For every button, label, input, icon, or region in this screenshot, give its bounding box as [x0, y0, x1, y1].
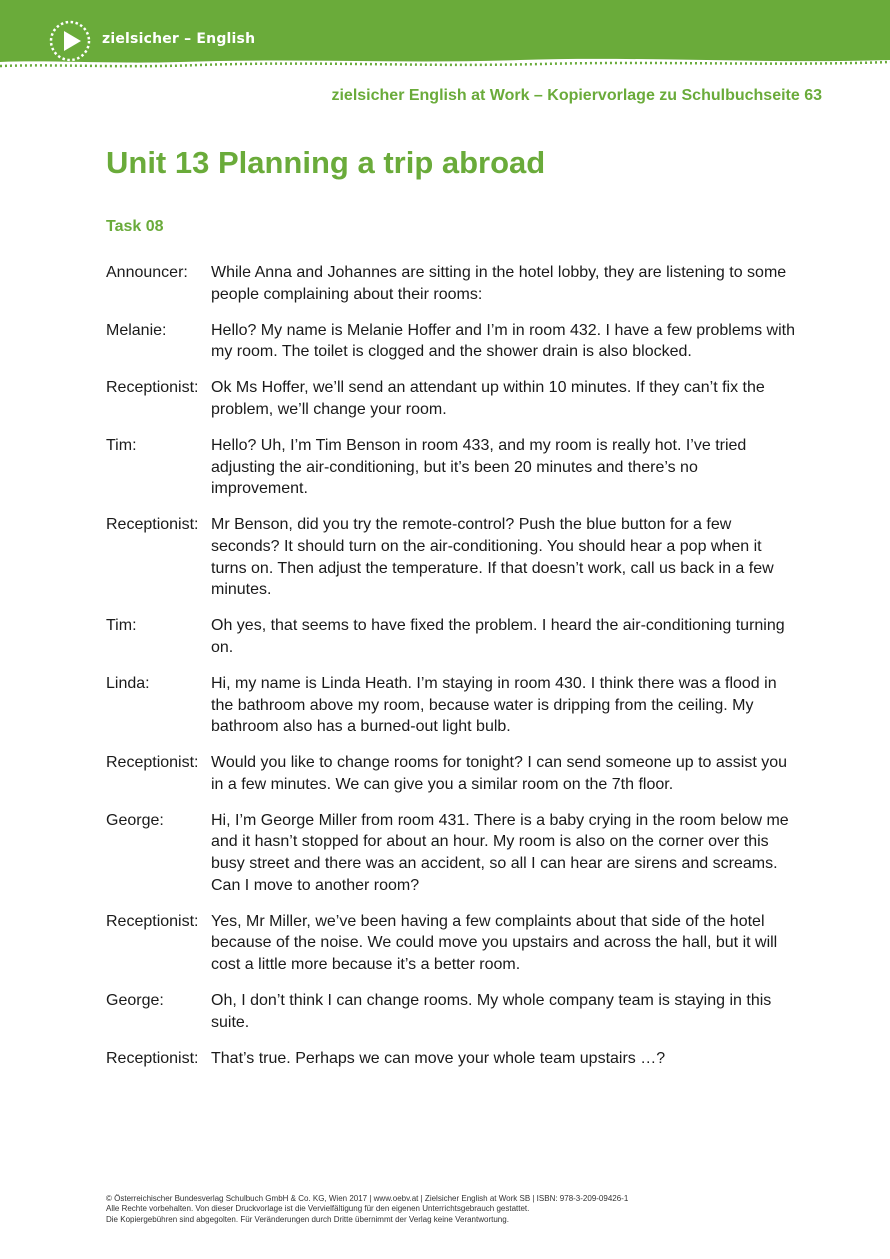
speaker-line: While Anna and Johannes are sitting in the hotel lobby, they are listening to some people complaining about their rooms: [211, 264, 787, 303]
speaker-line: Would you like to change rooms for tonight? I can send someone up to assist you in a few minutes. We can give you a similar room on the 7th floor. [211, 754, 788, 793]
footer-line: © Österreichischer Bundesverlag Schulbuch GmbH & Co. KG, Wien 2017 | www.oebv.at | Zielsicher English at Work SB | ISBN: 978-3-209-09426-1 [106, 1194, 629, 1203]
speaker-name: Receptionist: [106, 516, 199, 534]
speaker-name: Linda: [106, 674, 150, 692]
speaker-name: George: [106, 992, 164, 1010]
dialogue-turn [106, 1048, 796, 1070]
speaker-line: Hello? My name is Melanie Hoffer and I’m in room 432. I have a few problems with my room. The toilet is clogged and the shower drain is also blocked. [211, 321, 795, 361]
speaker-line: Oh, I don’t think I can change rooms. My whole company team is staying in this suite. [211, 992, 772, 1031]
speaker-name: Receptionist: [106, 1049, 199, 1067]
speaker-name: Receptionist: [106, 379, 199, 397]
dialogue-turn [106, 514, 796, 600]
footer-line: Die Kopiergebühren sind abgegolten. Für Veränderungen durch Dritte übernimmt der Verlag keine Verantwortung. [106, 1214, 509, 1224]
dialogue-transcript [106, 262, 796, 1084]
speaker-name: Announcer: [106, 264, 188, 281]
speaker-name: Tim: [106, 437, 137, 455]
speaker-line: Hi, my name is Linda Heath. I’m staying in room 430. I think there was a flood in the bathroom above my room, because water is dripping from the ceiling. My bathroom also has a burned-out light bulb. [211, 674, 777, 736]
dialogue-turn [106, 262, 796, 305]
speaker-line: Hi, I’m George Miller from room 431. There is a baby crying in the room below me and it hasn’t stopped for about an hour. My room is also on the corner over this busy street and there was an accident, so all I can hear are sirens and screams. Can I move to another room? [211, 811, 789, 894]
speaker-line: Yes, Mr Miller, we’ve been having a few complaints about that side of the hotel because of the noise. We could move you upstairs and across the hall, but it will cost a little more because it’s a better room. [211, 912, 778, 973]
dialogue-turn [106, 990, 796, 1033]
speaker-name: Melanie: [106, 321, 167, 339]
speaker-name: Receptionist: [106, 912, 199, 930]
dialogue-turn [106, 911, 796, 976]
dialogue-turn [106, 615, 796, 658]
dialogue-turn [106, 752, 796, 795]
speaker-name: Receptionist: [106, 754, 199, 772]
dialogue-turn [106, 320, 796, 363]
footer-line: Alle Rechte vorbehalten. Von dieser Druckvorlage ist die Vervielfältigung für den eigenen Unterrichtsgebrauch gestattet. [106, 1204, 530, 1214]
speaker-line: Mr Benson, did you try the remote-control? Push the blue button for a few seconds? It should turn on the air-conditioning. You should hear a pop when it turns on. Then adjust the temperature. If that doesn’t work, call us back in a few minutes. [211, 516, 774, 599]
speaker-line: That’s true. Perhaps we can move your whole team upstairs …? [211, 1049, 666, 1067]
dialogue-turn [106, 673, 796, 738]
speaker-line: Oh yes, that seems to have fixed the problem. I heard the air-conditioning turning on. [211, 617, 785, 656]
dialogue-turn [106, 435, 796, 500]
unit-title: Unit 13 Planning a trip abroad [106, 145, 546, 180]
task-label: Task 08 [106, 218, 164, 235]
copyright-footer [106, 1194, 628, 1225]
brand-name: zielsicher – English [102, 31, 256, 47]
speaker-name: Tim: [106, 617, 137, 635]
speaker-line: Ok Ms Hoffer, we’ll send an attendant up within 10 minutes. If they can’t fix the problem, we’ll change your room. [211, 379, 765, 418]
dialogue-turn [106, 810, 796, 896]
page-subtitle: zielsicher English at Work – Kopiervorlage zu Schulbuchseite 63 [331, 87, 822, 104]
speaker-name: George: [106, 811, 164, 829]
speaker-line: Hello? Uh, I’m Tim Benson in room 433, and my room is really hot. I’ve tried adjusting the air-conditioning, but it’s been 20 minutes and there’s no improvement. [211, 437, 747, 498]
dialogue-turn [106, 377, 796, 420]
